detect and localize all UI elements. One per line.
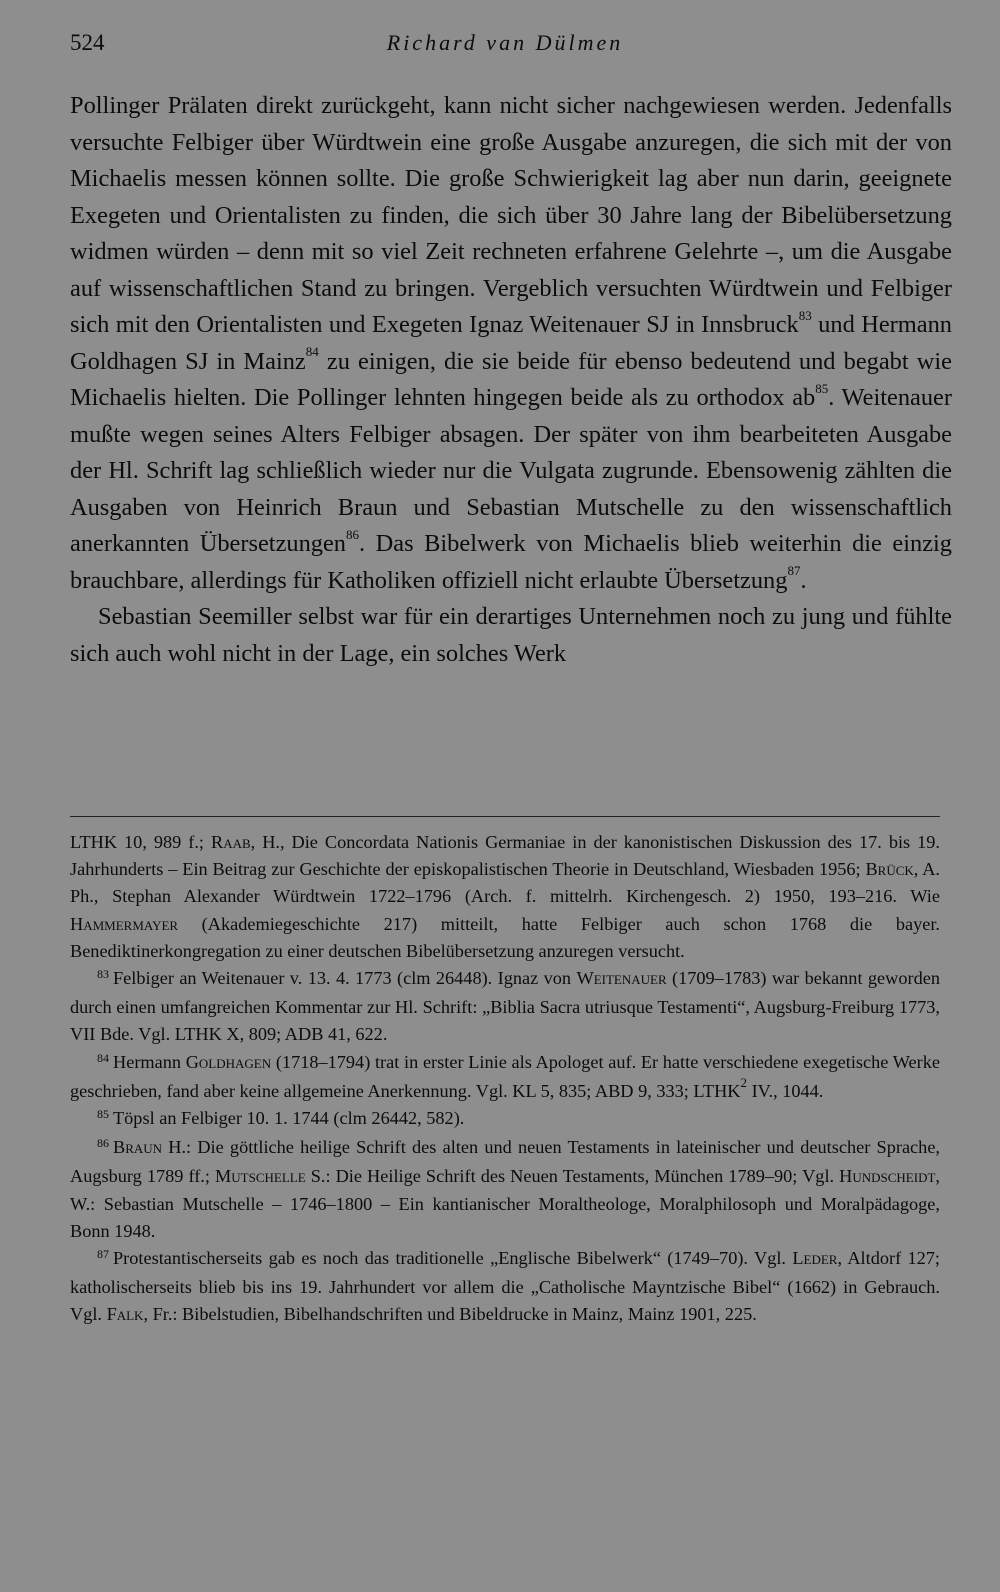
page-number: 524 [70, 30, 105, 55]
footnote-85: $^{85}$ Töpsl an Felbiger 10. 1. 1744 (clm 26442, 582). [97, 1107, 465, 1129]
footnotes [70, 829, 940, 1329]
footnote-number: 86 [97, 1136, 109, 1151]
footnote-divider [70, 816, 940, 817]
footnote-ref-84: 84 [305, 344, 319, 360]
running-title: Richard van Dülmen [386, 30, 624, 55]
footnote-continuation: LTHK 10, 989 f.; Raab, H., Die Concordata Nationis Germaniae in der kanonistischen Diskussion des 17. bis 19. Jahrhunderts – Ein Beitrag zur Geschichte der episkopalistischen Theorie in Deutschland, Wiesbaden 1956; Brück, A. Ph., Stephan Alexander Würdtwein 1722–1796 (Arch. f. mittelrh. Kirchengesch. 2) 1950, 193–216. Wie Hammermayer (Akademiegeschichte 217) mitteilt, hatte Felbiger auch schon 1768 die bayer. Benediktinerkongregation zu einer deutschen Bibelübersetzung anzuregen versucht. [70, 832, 941, 961]
page-header [70, 30, 940, 64]
footnote-86: $^{86}$ Braun H.: Die göttliche heilige Schrift des alten und neuen Testaments in lateinischer und deutscher Sprache, Augsburg 1789 ff.; Mutschelle S.: Die Heilige Schrift des Neuen Testaments, München 1789–90; Vgl. Hundscheidt, W.: Sebastian Mutschelle – 1746–1800 – Ein kantianischer Moraltheologe, Moralphilosoph und Moralpädagoge, Bonn 1948. [70, 1136, 940, 1241]
footnote-ref-87: 87 [787, 563, 801, 579]
footnote-83: $^{83}$ Felbiger an Weitenauer v. 13. 4. 1773 (clm 26448). Ignaz von Weitenauer (1709–1783) war bekannt geworden durch einen umfangreichen Kommentar zur Hl. Schrift: „Biblia Sacra utriusque Testamenti“, Augsburg-Freiburg 1773, VII Bde. Vgl. LTHK X, 809; ADB 41, 622. [70, 967, 940, 1045]
body-text [70, 88, 952, 672]
footnote-ref-85: 85 [815, 380, 829, 396]
footnote-ref-83: 83 [798, 307, 812, 323]
footnote-84: $^{84}$ Hermann Goldhagen (1718–1794) trat in erster Linie als Apologet auf. Er hatte verschiedene exegetische Werke geschrieben, fand aber keine allgemeine Anerkennung. Vgl. KL 5, 835; ABD 9, 333; LTHK$^2$ IV., 1044. [70, 1050, 940, 1101]
body-paragraph-1: Pollinger Prälaten direkt zurückgeht, kann nicht sicher nachgewiesen werden. Jedenfalls versuchte Felbiger über Würdtwein eine große Ausgabe anzuregen, die sich mit der von Michaelis messen können sollte. Die große Schwierigkeit lag aber nun darin, geeignete Exegeten und Orientalisten zu finden, die sich über 30 Jahre lang der Bibelübersetzung widmen würden – denn mit so viel Zeit rechneten erfahrene Gelehrte –, um die Ausgabe auf wissenschaftlichen Stand zu bringen. Vergeblich versuchten Würdtwein und Felbiger sich mit den Orientalisten und Exegeten Ignaz Weitenauer SJ in Innsbruck$^{83}$ und Hermann Goldhagen SJ in Mainz$^{84}$ zu einigen, die sie beide für ebenso bedeutend und begabt wie Michaelis hielten. Die Pollinger lehnten hingegen beide als zu orthodox $ab^{85}$. Weitenauer mußte wegen seines Alters Felbiger absagen. Der später von ihm bearbeiteten Ausgabe der Hl. Schrift lag schließlich wieder nur die Vulgata zugrunde. Ebensowenig zählten die Ausgaben von Heinrich Braun und Sebastian Mutschelle zu den wissenschaftlich anerkannten Übersetzungen$^{86}$. Das Bibelwerk von Michaelis blieb weiterhin die einzig brauchbare, allerdings für Katholiken offiziell nicht erlaubte Übersetzung$^{87}$. [70, 92, 953, 594]
footnote-number: 87 [97, 1247, 109, 1262]
footnote-ref-86: 86 [346, 526, 360, 542]
footnote-number: 83 [97, 967, 109, 982]
footnote-87: $^{87}$ Protestantischerseits gab es noch das traditionelle „Englische Bibelwerk“ (1749–70). Vgl. Leder, Altdorf 127; katholischerseits blieb bis ins 19. Jahrhundert vor allem die „Catholische Mayntzische Bibel“ (1662) in Gebrauch. Vgl. Falk, Fr.: Bibelstudien, Bibelhandschriften und Bibeldrucke in Mainz, Mainz 1901, 225. [70, 1247, 941, 1325]
footnote-number: 85 [97, 1107, 109, 1122]
footnote-number: 84 [97, 1050, 109, 1065]
body-paragraph-2: Sebastian Seemiller selbst war für ein derartiges Unternehmen noch zu jung und fühlte sich auch wohl nicht in der Lage, ein solches Werk [70, 603, 952, 667]
